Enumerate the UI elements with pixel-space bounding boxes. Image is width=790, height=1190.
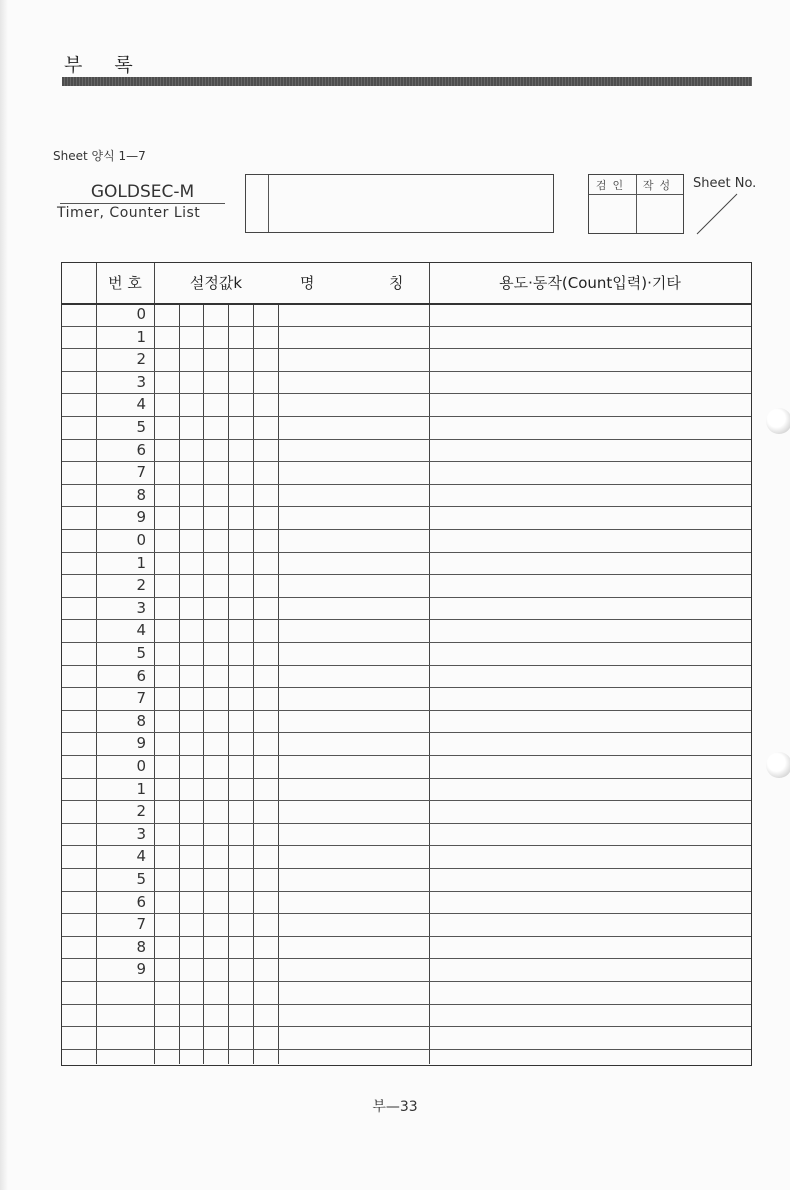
header-title-part-2: 록 xyxy=(114,54,133,76)
model-name: GOLDSEC-M xyxy=(60,182,225,204)
row-number: 4 xyxy=(136,847,146,866)
row-line xyxy=(62,574,751,575)
row-number: 2 xyxy=(136,802,146,821)
row-line xyxy=(62,529,751,530)
sheet-form-label: Sheet 양식 1—7 xyxy=(53,149,146,163)
header-title xyxy=(64,50,159,77)
header-title-part-1: 부 xyxy=(64,54,83,76)
row-number: 6 xyxy=(136,666,146,685)
row-line xyxy=(62,348,751,349)
row-number: 1 xyxy=(136,327,146,346)
row-number: 1 xyxy=(136,553,146,572)
row-number: 0 xyxy=(136,305,146,323)
row-line xyxy=(62,732,751,733)
row-number: 8 xyxy=(136,485,146,504)
binder-hole-bottom xyxy=(766,752,790,778)
approval-stamp-box xyxy=(588,174,684,234)
row-number: 3 xyxy=(136,598,146,617)
column-line xyxy=(278,303,279,1064)
column-line xyxy=(253,303,254,1064)
page-edge xyxy=(0,0,8,1190)
row-line xyxy=(62,484,751,485)
sheet-no-slash xyxy=(695,192,739,236)
column-line xyxy=(429,263,430,1064)
row-number: 6 xyxy=(136,892,146,911)
column-line xyxy=(179,303,180,1064)
header-bar xyxy=(62,77,752,86)
approval-label-author: 작성 xyxy=(642,179,677,192)
row-line xyxy=(62,778,751,779)
approval-divider xyxy=(636,175,637,233)
row-line xyxy=(62,1004,751,1005)
approval-header-line xyxy=(589,194,683,195)
row-number: 8 xyxy=(136,711,146,730)
column-line xyxy=(203,303,204,1064)
row-line xyxy=(62,958,751,959)
header-name-left: 명 xyxy=(300,274,315,292)
row-number: 4 xyxy=(136,395,146,414)
row-line xyxy=(62,868,751,869)
row-line xyxy=(62,981,751,982)
row-number: 6 xyxy=(136,440,146,459)
header-setting-value: 설정값k xyxy=(189,274,243,292)
row-line xyxy=(62,326,751,327)
row-number: 5 xyxy=(136,644,146,662)
row-line xyxy=(62,1049,751,1050)
row-line xyxy=(62,891,751,892)
row-number: 2 xyxy=(136,576,146,595)
binder-hole-top xyxy=(766,408,790,434)
header-name-right: 칭 xyxy=(389,274,404,292)
row-number: 7 xyxy=(136,463,146,482)
header-divider xyxy=(62,303,751,305)
row-line xyxy=(62,800,751,801)
row-line xyxy=(62,552,751,553)
row-number: 9 xyxy=(136,508,146,527)
header-name xyxy=(278,263,428,303)
row-number: 0 xyxy=(136,757,146,775)
approval-label-inspect: 검인 xyxy=(595,179,630,192)
column-line xyxy=(228,303,229,1064)
row-number: 5 xyxy=(136,418,146,436)
row-line xyxy=(62,393,751,394)
row-number: 7 xyxy=(136,689,146,708)
row-line xyxy=(62,642,751,643)
row-line xyxy=(62,597,751,598)
row-line xyxy=(62,755,751,756)
header-number: 번 호 xyxy=(108,274,142,292)
row-line xyxy=(62,913,751,914)
row-line xyxy=(62,823,751,824)
row-number: 1 xyxy=(136,779,146,798)
title-entry-box xyxy=(245,174,554,233)
column-line xyxy=(154,263,155,1064)
row-line xyxy=(62,439,751,440)
row-number: 3 xyxy=(136,824,146,843)
sheet-no-label: Sheet No. xyxy=(693,176,757,191)
row-line xyxy=(62,461,751,462)
header-usage: 용도·동작(Count입력)·기타 xyxy=(499,274,681,292)
row-number: 3 xyxy=(136,372,146,391)
row-line xyxy=(62,619,751,620)
row-line xyxy=(62,710,751,711)
row-line xyxy=(62,936,751,937)
row-number: 2 xyxy=(136,350,146,369)
title-entry-divider xyxy=(268,175,269,232)
row-line xyxy=(62,665,751,666)
row-number: 7 xyxy=(136,915,146,934)
page-number: 부—33 xyxy=(372,1099,418,1115)
row-line xyxy=(62,845,751,846)
timer-counter-table xyxy=(61,262,752,1066)
row-line xyxy=(62,371,751,372)
row-line xyxy=(62,506,751,507)
row-number: 9 xyxy=(136,960,146,979)
row-line xyxy=(62,1026,751,1027)
row-number: 5 xyxy=(136,870,146,888)
list-title: Timer, Counter List xyxy=(57,205,201,221)
row-number: 9 xyxy=(136,734,146,753)
row-line xyxy=(62,687,751,688)
row-number: 8 xyxy=(136,937,146,956)
row-line xyxy=(62,416,751,417)
row-number: 4 xyxy=(136,621,146,640)
row-number: 0 xyxy=(136,531,146,549)
